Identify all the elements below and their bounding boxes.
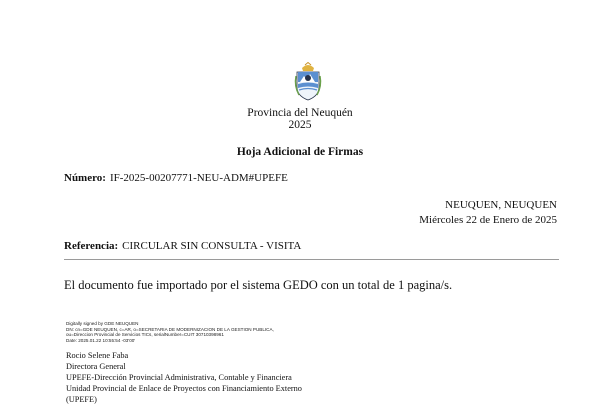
signature-line: Digitally signed by GDE NEUQUEN — [66, 321, 139, 326]
reference-label: Referencia: — [64, 240, 119, 252]
province-name: Provincia del Neuquén — [247, 107, 353, 119]
signature-line: Date: 2025.01.22 10:55:54 -03'00' — [66, 337, 136, 343]
signer-unit: UPEFE-Dirección Provincial Administrativa, Contable y Financiera — [66, 373, 292, 382]
document-body: El documento fue importado por el sistema GEDO con un total de 1 pagina/s. — [64, 278, 453, 292]
digital-signature-block — [66, 321, 274, 343]
document-location: NEUQUEN, NEUQUEN — [445, 199, 557, 211]
signer-organization: Unidad Provincial de Enlace de Proyectos con Financiamiento Externo — [66, 384, 302, 393]
signature-line: ou=Direccion Provincial de Servicios TICs, serialNumber=CUIT 30710398961 — [66, 332, 224, 338]
provincial-crest-icon — [293, 62, 323, 102]
document-date: Miércoles 22 de Enero de 2025 — [419, 214, 557, 226]
signer-name: Rocio Selene Faba — [66, 351, 129, 360]
signer-abbreviation: (UPEFE) — [66, 395, 97, 404]
reference-value: CIRCULAR SIN CONSULTA - VISITA — [122, 240, 302, 252]
document-number — [64, 172, 288, 185]
document-number-label: Número: — [64, 172, 106, 184]
document-number-value: IF-2025-00207771-NEU-ADM#UPEFE — [109, 172, 288, 184]
document-year: 2025 — [288, 119, 312, 131]
page-title: Hoja Adicional de Firmas — [236, 146, 364, 158]
signature-line: DN: cn=GDE NEUQUEN, c=AR, o=SECRETARIA DE MODERNIZACION DE LA GESTION PUBLICA, — [66, 326, 274, 332]
signer-position: Directora General — [66, 362, 126, 371]
divider — [64, 259, 559, 260]
document-reference — [64, 240, 301, 253]
